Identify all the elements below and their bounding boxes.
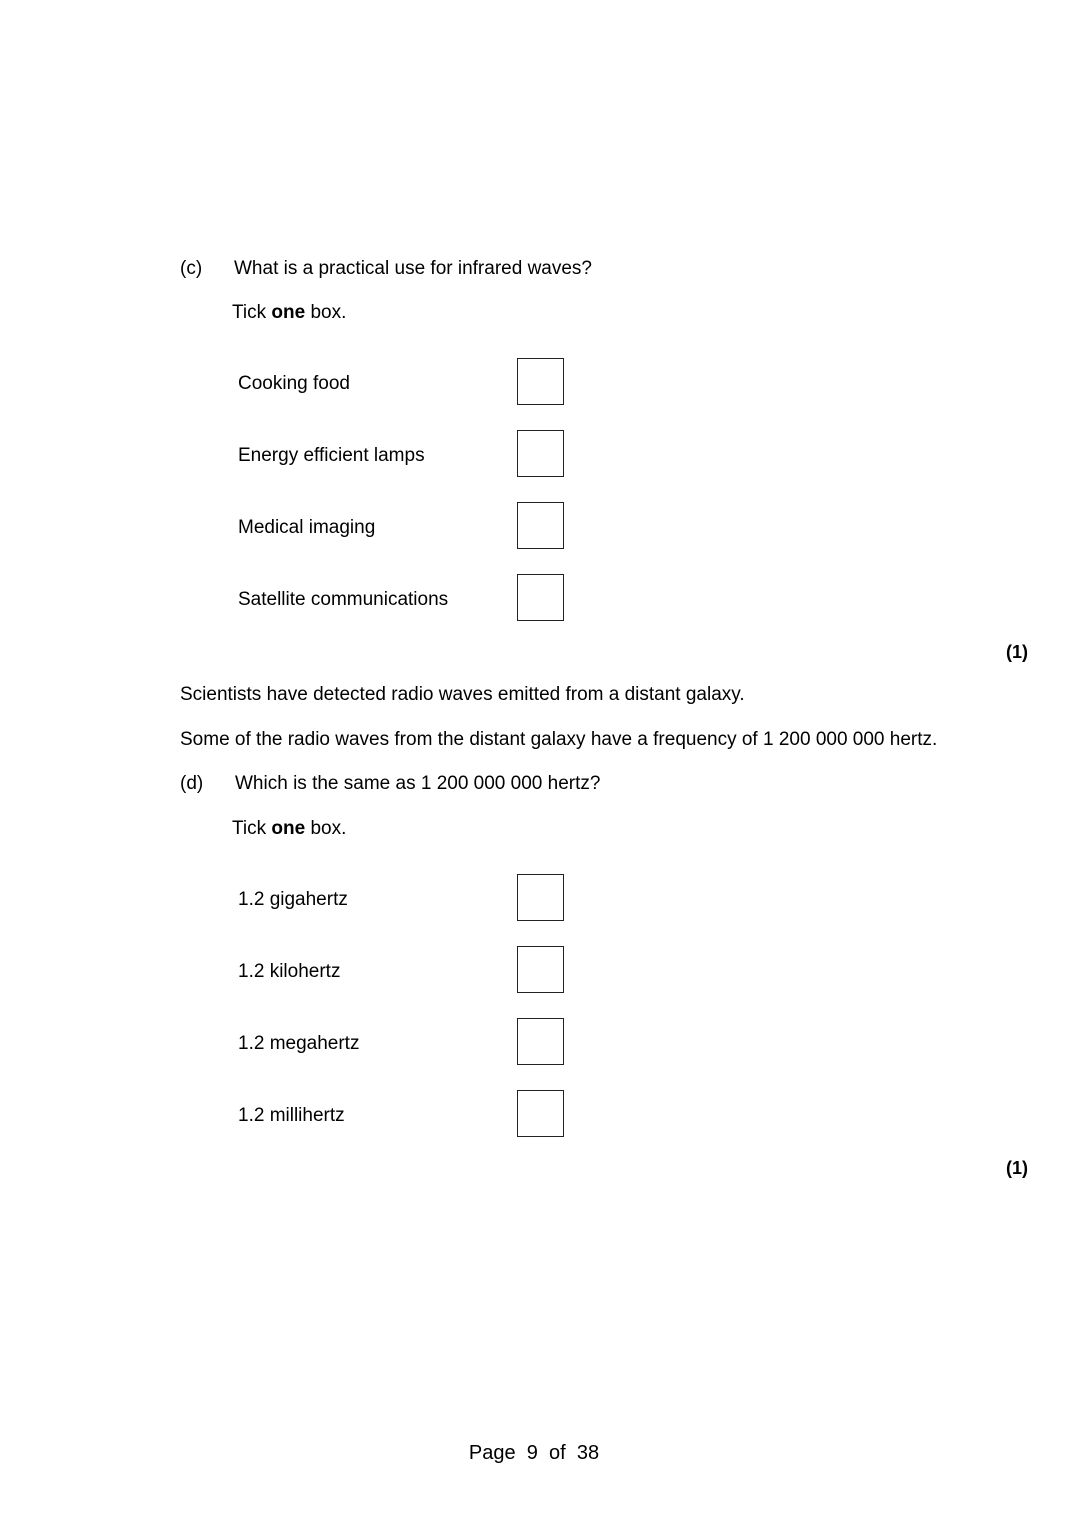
instruction-prefix: Tick	[232, 818, 272, 839]
context-line-1: Scientists have detected radio waves emitted from a distant galaxy.	[180, 684, 745, 705]
question-d-instruction	[232, 819, 346, 838]
option-c-4-label: Satellite communications	[238, 589, 449, 610]
option-d-4-label: 1.2 millihertz	[238, 1105, 345, 1126]
total-pages: 38	[576, 1442, 600, 1464]
context-line-2: Some of the radio waves from the distant galaxy have a frequency of 1 200 000 000 hertz.	[180, 729, 938, 750]
option-d-2-checkbox[interactable]	[517, 946, 564, 993]
question-d-text: Which is the same as 1 200 000 000 hertz?	[235, 773, 601, 794]
instruction-emphasis: one	[271, 302, 306, 323]
question-d-label: (d)	[180, 773, 204, 794]
option-d-3-label: 1.2 megahertz	[238, 1033, 360, 1054]
option-d-1-checkbox[interactable]	[517, 874, 564, 921]
page-label: Page	[468, 1442, 516, 1464]
page-number: 9	[526, 1442, 538, 1464]
question-c-marks: (1)	[1006, 642, 1028, 662]
option-d-3-checkbox[interactable]	[517, 1018, 564, 1065]
option-d-4-checkbox[interactable]	[517, 1090, 564, 1137]
page-footer	[0, 1443, 1068, 1463]
option-c-3-label: Medical imaging	[238, 517, 376, 538]
option-c-4-checkbox[interactable]	[517, 574, 564, 621]
instruction-emphasis: one	[271, 818, 306, 839]
question-c-label: (c)	[180, 258, 203, 279]
question-c-instruction	[232, 303, 346, 322]
option-d-1-label: 1.2 gigahertz	[238, 889, 348, 910]
instruction-suffix: box.	[305, 302, 347, 323]
instruction-suffix: box.	[305, 818, 347, 839]
instruction-prefix: Tick	[232, 302, 272, 323]
question-c-text: What is a practical use for infrared waves?	[234, 258, 592, 279]
page-of-label: of	[549, 1442, 566, 1464]
question-d-marks: (1)	[1006, 1158, 1028, 1178]
option-c-2-label: Energy efficient lamps	[238, 445, 425, 466]
option-c-1-label: Cooking food	[238, 373, 350, 394]
option-d-2-label: 1.2 kilohertz	[238, 961, 341, 982]
option-c-3-checkbox[interactable]	[517, 502, 564, 549]
option-c-2-checkbox[interactable]	[517, 430, 564, 477]
option-c-1-checkbox[interactable]	[517, 358, 564, 405]
